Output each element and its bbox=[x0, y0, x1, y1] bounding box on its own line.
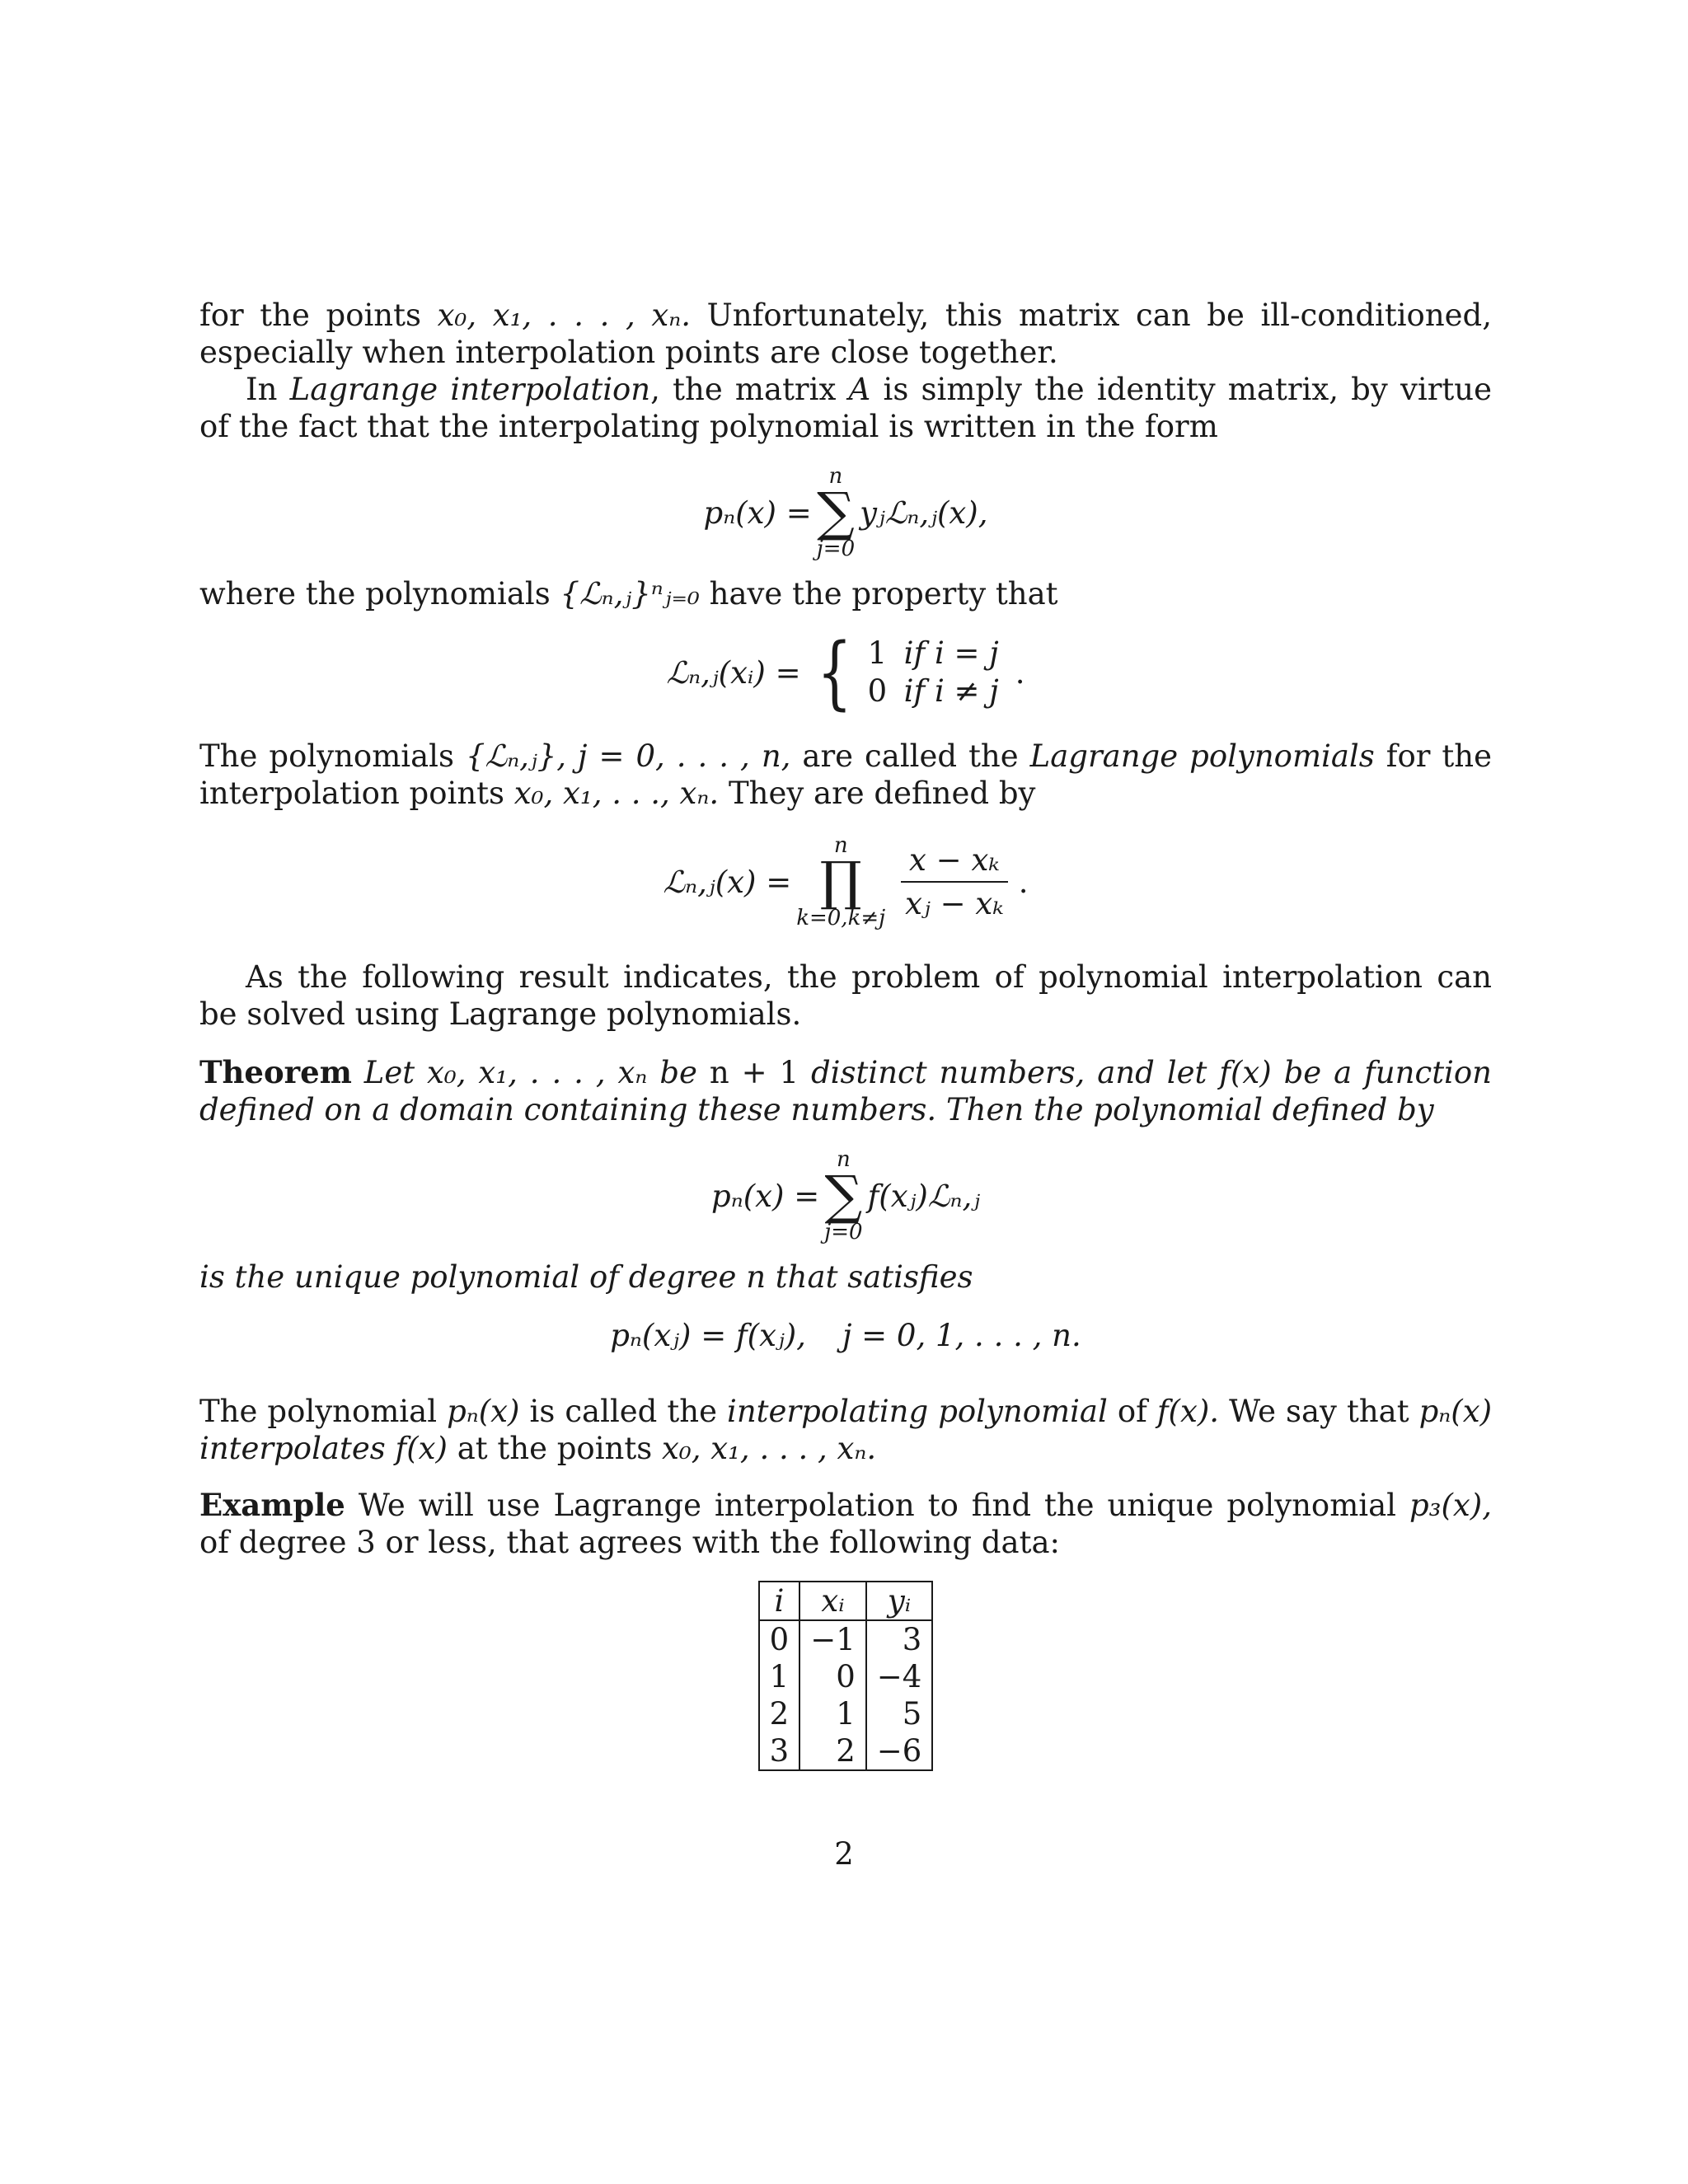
table-header: i bbox=[759, 1582, 800, 1620]
paragraph-unique: is the unique polynomial of degree n that satisfies bbox=[199, 1259, 973, 1295]
table-cell: 0 bbox=[799, 1658, 866, 1695]
paragraph-result: As the following result indicates, the problem of polynomial interpolation can be solved using Lagrange polynomials. bbox=[199, 959, 1492, 1032]
table-row bbox=[759, 1732, 933, 1770]
table-cell: 2 bbox=[759, 1695, 800, 1732]
table-cell: 3 bbox=[866, 1620, 933, 1658]
page-content bbox=[199, 297, 1492, 1771]
table-header: xᵢ bbox=[799, 1582, 866, 1620]
theorem: Theorem Let x₀, x₁, . . . , xₙ be n + 1 distinct numbers, and let f(x) be a function defined on a domain containing these numbers. Then the polynomial defined by bbox=[199, 1054, 1492, 1127]
equation-theorem-sum: pₙ(x) = n ∑ j=0 f(xⱼ)ℒₙ,ⱼ bbox=[711, 1147, 980, 1244]
table-cell: 5 bbox=[866, 1695, 933, 1732]
table-cell: −4 bbox=[866, 1658, 933, 1695]
equation-interpolant-sum: pₙ(x) = n ∑ j=0 yⱼℒₙ,ⱼ(x), bbox=[703, 464, 988, 561]
page-number: 2 bbox=[834, 1836, 854, 1872]
paragraph-property: where the polynomials {ℒₙ,ⱼ}ⁿⱼ₌₀ have the property that bbox=[199, 576, 1058, 612]
equation-lagrange-product: ℒₙ,ⱼ(x) = n ∏ k=0,k≠j $\frac{\text{x − xₖ}}{\text{xⱼ − xₖ}}$ . bbox=[663, 833, 1029, 930]
table-cell: −1 bbox=[799, 1620, 866, 1658]
equation-interpolation-condition: pₙ(xⱼ) = f(xⱼ), j = 0, 1, . . . , n. bbox=[610, 1317, 1081, 1353]
table-row bbox=[759, 1658, 933, 1695]
table-cell: −6 bbox=[866, 1732, 933, 1770]
equation-kronecker: ℒₙ,ⱼ(xᵢ) = { 1 if i = j 0 if i ≠ j . bbox=[666, 626, 1025, 719]
table-row bbox=[759, 1620, 933, 1658]
paragraph-lagrange: In Lagrange interpolation, the matrix A is simply the identity matrix, by virtue of the fact that the interpolating polynomial is written in the form bbox=[199, 372, 1493, 444]
table-cell: 0 bbox=[759, 1620, 800, 1658]
paragraph-intro: for the points x₀, x₁, . . . , xₙ. Unfortunately, this matrix can be ill-conditioned, especially when interpolation points are close together. bbox=[199, 298, 1492, 370]
data-table bbox=[758, 1581, 934, 1771]
table-header-row bbox=[759, 1582, 933, 1620]
table-cell: 2 bbox=[799, 1732, 866, 1770]
paragraph-lagrange-polys: The polynomials {ℒₙ,ⱼ}, j = 0, . . . , n, are called the Lagrange polynomials for the interpolation points x₀, x₁, . . ., xₙ. They are defined by bbox=[199, 738, 1492, 811]
table-header: yᵢ bbox=[866, 1582, 933, 1620]
table-row bbox=[759, 1695, 933, 1732]
example: Example We will use Lagrange interpolation to find the unique polynomial p₃(x), of degree 3 or less, that agrees with the following data: bbox=[199, 1487, 1492, 1560]
paragraph-definition: The polynomial pₙ(x) is called the interpolating polynomial of f(x). We say that pₙ(x) interpolates f(x) at the points x₀, x₁, . . . , xₙ. bbox=[199, 1394, 1493, 1466]
table-cell: 3 bbox=[759, 1732, 800, 1770]
table-cell: 1 bbox=[799, 1695, 866, 1732]
data-table-wrapper bbox=[199, 1581, 1492, 1771]
table-cell: 1 bbox=[759, 1658, 800, 1695]
